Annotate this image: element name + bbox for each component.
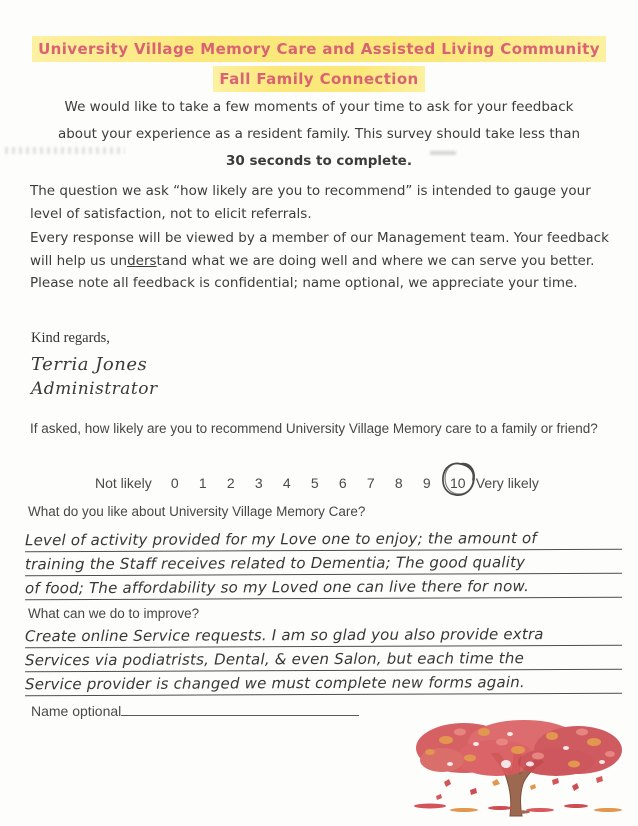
scale-option-7: 7 <box>366 475 375 491</box>
scale-low-label: Not likely <box>95 475 152 491</box>
handwritten-answer-line: Level of activity provided for my Love one to enjoy; the amount of <box>25 526 622 553</box>
scale-high-label: Very likely <box>475 475 539 491</box>
scale-option-6: 6 <box>338 475 347 491</box>
scan-artifact-mark <box>430 151 456 155</box>
name-field <box>31 702 359 719</box>
question1-label: What do you like about University Village Memory Care? <box>28 504 366 519</box>
handwritten-answer-line: Services via podiatrists, Dental, & even Salon, but each time the <box>25 646 622 673</box>
form-header <box>0 36 638 92</box>
autumn-tree-illustration <box>406 720 634 822</box>
recommend-question: If asked, how likely are you to recommend University Village Memory care to a family or friend? <box>30 421 598 436</box>
scale-option-10-value: 10 <box>450 475 466 491</box>
scan-artifact-smudge <box>5 147 125 154</box>
paragraph2-underlined: ders <box>127 252 157 269</box>
question2-answer <box>25 623 622 695</box>
form-title-line1: University Village Memory Care and Assisted Living Community <box>32 36 606 62</box>
question1-answer <box>25 527 622 599</box>
paragraph2-part1: Every response will be viewed by a member of our Management team. Your feedback will help us un <box>30 230 609 269</box>
intro-paragraph <box>49 94 589 175</box>
scale-option-9: 9 <box>422 475 431 491</box>
paragraph-recommend-intent: The question we ask “how likely are you to recommend” is intended to gauge your level of satisfaction, not to elicit referrals. <box>30 183 591 222</box>
scale-option-5: 5 <box>310 475 319 491</box>
paragraph-response-handling <box>30 227 616 295</box>
scale-option-0: 0 <box>170 475 179 491</box>
scale-option-3: 3 <box>254 475 263 491</box>
intro-bold-text: 30 seconds to complete. <box>226 153 412 169</box>
signature-closing: Kind regards, <box>31 330 110 346</box>
intro-text: We would like to take a few moments of your time to ask for your feedback about your experience as a resident family. This survey should take less than <box>57 99 581 142</box>
form-title-line2: Fall Family Connection <box>213 66 424 92</box>
scale-option-10-selected <box>446 475 470 491</box>
signature-name: Terria Jones <box>31 354 148 375</box>
question2-label: What can we do to improve? <box>28 606 200 621</box>
handwritten-answer-line: of food; The affordability so my Loved one can live there for now. <box>25 574 622 601</box>
rating-scale <box>95 468 539 498</box>
scale-option-1: 1 <box>198 475 207 491</box>
scale-option-4: 4 <box>282 475 291 491</box>
handwritten-answer-line: Service provider is changed we must complete new forms again. <box>25 670 622 697</box>
signature-title: Administrator <box>31 379 158 399</box>
name-field-label: Name optional <box>31 703 122 719</box>
handwritten-answer-line: Create online Service requests. I am so glad you also provide extra <box>25 622 622 649</box>
scale-option-8: 8 <box>394 475 403 491</box>
handwritten-answer-line: training the Staff receives related to Dementia; The good quality <box>25 550 622 577</box>
scale-option-2: 2 <box>226 475 235 491</box>
paragraph2-part2: tand what we are doing well and where we can serve you better. Please note all feedback is confidential; name optional, we appreciate your time. <box>30 252 595 291</box>
name-field-blank-line <box>121 702 359 716</box>
